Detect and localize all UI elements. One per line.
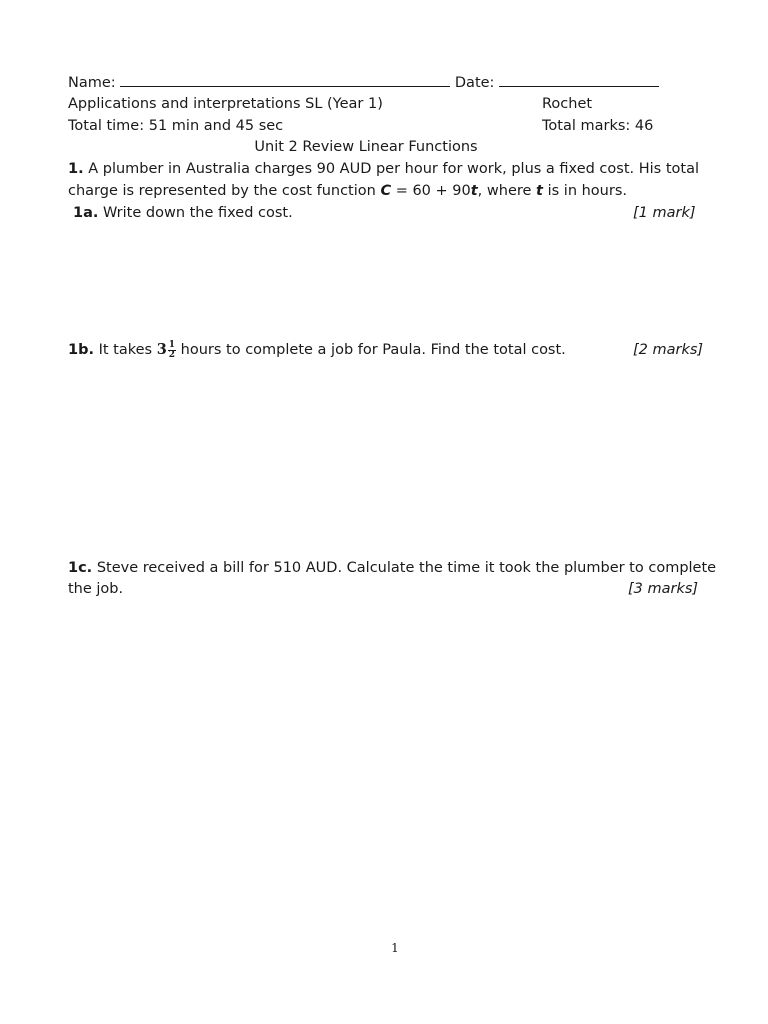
name-date-line [68,72,659,93]
part-1c-label: 1c. [68,560,93,576]
variable-t-2: t [536,183,543,199]
total-marks: Total marks: 46 [542,118,654,134]
name-field[interactable] [120,72,450,87]
part-1c-text-2: the job. [68,581,124,597]
mixed-whole: 3 [156,341,167,358]
part-1b-label: 1b. [68,342,94,358]
question-1-intro-line2 [68,181,627,201]
page-title: Unit 2 Review Linear Functions [254,139,478,155]
part-1a-marks: [1 mark] [633,205,696,221]
question-1-text-3: , where [477,183,537,199]
question-1-number: 1. [68,161,84,177]
variable-t: t [470,183,478,199]
date-field[interactable] [499,72,659,87]
part-1b [68,340,566,360]
fraction-numerator: 1 [168,339,176,350]
cost-equation: = 60 + 90 [391,183,471,199]
part-1a [73,203,293,223]
variable-c: C [380,183,392,199]
part-1c-line1 [68,558,716,578]
total-time: Total time: 51 min and 45 sec [68,118,284,134]
part-1b-marks: [2 marks] [633,342,704,358]
part-1b-text-post: hours to complete a job for Paula. Find the total cost. [176,342,566,358]
part-1c-marks: [3 marks] [628,581,699,597]
question-1-text-1: A plumber in Australia charges 90 AUD per hour for work, plus a fixed cost. His total [88,161,699,177]
question-1-text-4: is in hours. [542,183,627,199]
question-1-intro-line1 [68,159,699,179]
page-number: 1 [391,941,399,955]
part-1b-text-pre: It takes [98,342,157,358]
course-title: Applications and interpretations SL (Year 1) [68,96,383,112]
mixed-number [157,340,176,360]
teacher-name: Rochet [542,96,593,112]
question-1-text-2: charge is represented by the cost function [68,183,381,199]
name-label: Name: [68,75,116,91]
part-1a-label: 1a. [73,205,99,221]
date-label: Date: [454,75,495,91]
part-1c-text-1: Steve received a bill for 510 AUD. Calculate the time it took the plumber to complete [96,560,717,576]
part-1a-text: Write down the fixed cost. [103,205,293,221]
fraction [168,341,176,360]
fraction-denominator: 2 [168,349,176,360]
